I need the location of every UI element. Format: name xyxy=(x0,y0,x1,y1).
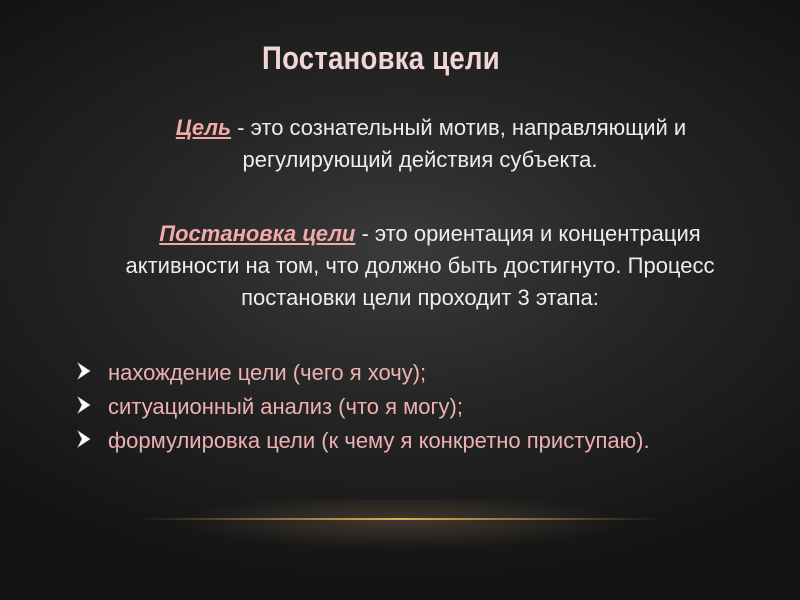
goal-setting-line-1 xyxy=(100,218,740,250)
definition-line-1 xyxy=(100,112,740,144)
stages-list xyxy=(76,356,650,458)
definition-text-1: - это сознательный мотив, направляющий и xyxy=(231,115,687,140)
definition-paragraph xyxy=(100,112,740,176)
list-item xyxy=(76,390,650,424)
goal-setting-text-1: - это ориентация и концентрация xyxy=(355,221,701,246)
term-goal: Цель xyxy=(175,115,232,140)
slide-title: Постановка цели xyxy=(262,40,500,76)
goal-setting-paragraph xyxy=(100,218,740,314)
arrow-bullet-icon xyxy=(76,356,108,390)
list-item-text: ситуационный анализ (что я могу); xyxy=(108,394,463,419)
list-item-text: нахождение цели (чего я хочу); xyxy=(108,360,427,385)
decorative-light-line xyxy=(140,518,660,520)
arrow-bullet-icon xyxy=(76,424,108,458)
term-goal-setting: Постановка цели xyxy=(159,221,356,246)
goal-setting-line-3: постановки цели проходит 3 этапа: xyxy=(241,285,599,310)
list-item-text: формулировка цели (к чему я конкретно приступаю). xyxy=(108,428,650,453)
list-item xyxy=(76,424,650,458)
list-item xyxy=(76,356,650,390)
decorative-glow xyxy=(175,500,625,570)
definition-line-2: регулирующий действия субъекта. xyxy=(242,147,598,172)
arrow-bullet-icon xyxy=(76,390,108,424)
goal-setting-line-2: активности на том, что должно быть достигнуто. Процесс xyxy=(125,253,715,278)
